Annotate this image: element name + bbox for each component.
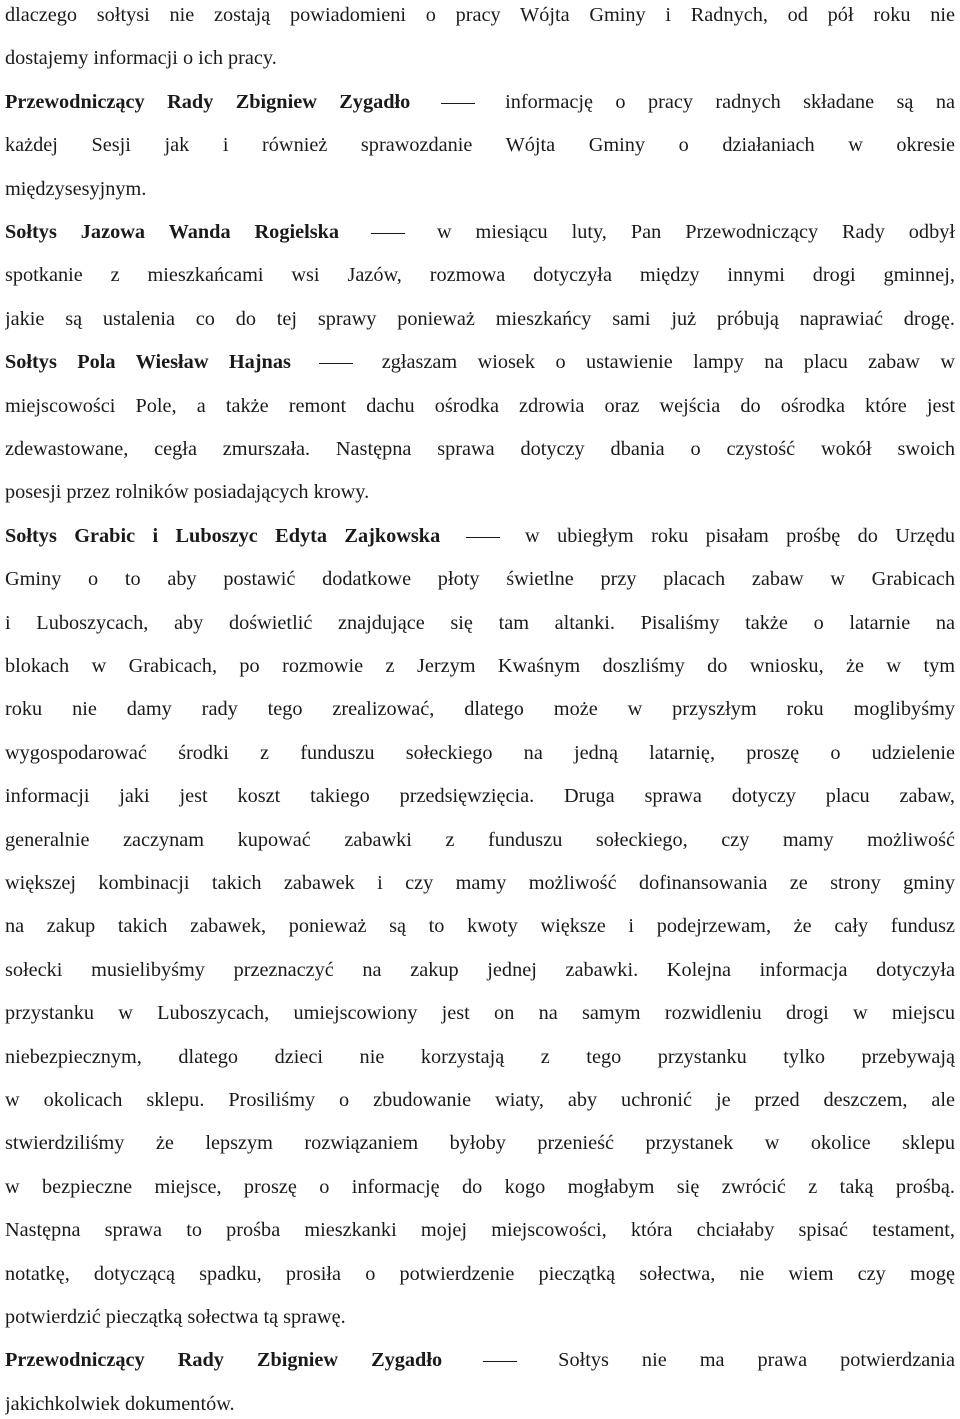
- text-line: [5, 477, 955, 507]
- line-text: Gminy o to aby postawić dodatkowe płoty świetlne przy placach zabaw w Grabicach: [5, 568, 955, 591]
- line-text: miejscowości Pole, a także remont dachu ośrodka zdrowia oraz wejścia do ośrodka które jest: [5, 394, 955, 417]
- text-line: [5, 955, 955, 985]
- text-line: [5, 694, 955, 724]
- text-line: [5, 174, 955, 204]
- line-text: w okolicach sklepu. Prosiliśmy o zbudowanie wiaty, aby uchronić je przed deszczem, ale: [5, 1089, 955, 1111]
- line-text: informację o pracy radnych składane są na: [505, 90, 955, 113]
- text-line: [5, 1389, 955, 1419]
- text-line: [5, 608, 955, 638]
- text-line: [5, 217, 955, 247]
- dash-separator: [466, 537, 500, 538]
- line-text: generalnie zaczynam kupować zabawki z funduszu sołeckiego, czy mamy możliwość: [5, 828, 955, 851]
- text-line: [5, 998, 955, 1028]
- text-line: [5, 651, 955, 681]
- line-text: Sołtys nie ma prawa potwierdzania: [558, 1349, 955, 1372]
- line-text: sołecki musielibyśmy przeznaczyć na zakup jednej zabawki. Kolejna informacja dotyczyła: [5, 958, 955, 981]
- line-text: każdej Sesji jak i również sprawozdanie Wójta Gminy o działaniach w okresie: [5, 134, 955, 157]
- speaker-name: Sołtys Jazowa Wanda Rogielska: [5, 221, 340, 243]
- dash-separator: [371, 233, 405, 234]
- line-text: jakie są ustalenia co do tej sprawy ponieważ mieszkańcy sami już próbują naprawiać drogę.: [5, 307, 955, 330]
- line-text: i Luboszycach, aby doświetlić znajdujące się tam altanki. Pisaliśmy także o latarnie na: [5, 611, 955, 634]
- line-text: spotkanie z mieszkańcami wsi Jazów, rozmowa dotyczyła między innymi drogi gminnej,: [5, 264, 955, 287]
- line-text: dostajemy informacji o ich pracy.: [5, 47, 277, 70]
- text-line: [5, 564, 955, 594]
- line-text: dlaczego sołtysi nie zostają powiadomieni o pracy Wójta Gminy i Radnych, od pół roku nie: [5, 4, 955, 26]
- text-line: [5, 1215, 955, 1245]
- line-text: na zakup takich zabawek, ponieważ są to kwoty większe i podejrzewam, że cały fundusz: [5, 915, 955, 938]
- text-line: [5, 911, 955, 941]
- line-text: notatkę, dotyczącą spadku, prosiła o potwierdzenie pieczątką sołectwa, nie wiem czy mogę: [5, 1262, 955, 1285]
- text-line: [5, 391, 955, 421]
- text-line: [5, 1302, 955, 1332]
- speaker-name: Przewodniczący Rady Zbigniew Zygadło: [5, 1349, 443, 1372]
- line-text: w ubiegłym roku pisałam prośbę do Urzędu: [525, 524, 955, 547]
- line-text: międzysesyjnym.: [5, 177, 147, 200]
- line-text: blokach w Grabicach, po rozmowie z Jerzym Kwaśnym doszliśmy do wniosku, że w tym: [5, 655, 955, 677]
- text-line: [5, 868, 955, 898]
- line-text: przystanku w Luboszycach, umiejscowiony jest on na samym rozwidleniu drogi w miejscu: [5, 1002, 955, 1025]
- line-text: Następna sprawa to prośba mieszkanki mojej miejscowości, która chciałaby spisać testament,: [5, 1219, 955, 1242]
- text-line: [5, 130, 955, 160]
- text-line: [5, 1042, 955, 1072]
- line-text: roku nie damy rady tego zrealizować, dlatego może w przyszłym roku moglibyśmy: [5, 698, 955, 721]
- text-line: [5, 43, 955, 73]
- text-line: [5, 521, 955, 551]
- text-line: [5, 1172, 955, 1202]
- line-text: większej kombinacji takich zabawek i czy mamy możliwość dofinansowania ze strony gminy: [5, 872, 955, 894]
- speaker-name: Przewodniczący Rady Zbigniew Zygadło: [5, 90, 411, 113]
- line-text: posesji przez rolników posiadających krowy.: [5, 481, 370, 504]
- text-line: [5, 0, 955, 30]
- text-line: [5, 738, 955, 768]
- text-line: [5, 1259, 955, 1289]
- text-line: [5, 260, 955, 290]
- text-line: [5, 1128, 955, 1158]
- dash-separator: [441, 103, 475, 104]
- text-line: [5, 781, 955, 811]
- speaker-name: Sołtys Grabic i Luboszyc Edyta Zajkowska: [5, 524, 441, 547]
- line-text: zgłaszam wiosek o ustawienie lampy na placu zabaw w: [381, 351, 955, 374]
- line-text: zdewastowane, cegła zmurszała. Następna sprawa dotyczy dbania o czystość wokół swoich: [5, 438, 955, 460]
- text-line: [5, 434, 955, 464]
- text-line: [5, 1345, 955, 1375]
- line-text: potwierdzić pieczątką sołectwa tą sprawę.: [5, 1306, 346, 1328]
- line-text: jakichkolwiek dokumentów.: [5, 1392, 235, 1415]
- line-text: w bezpieczne miejsce, proszę o informację do kogo mogłabym się zwrócić z taką prośbą.: [5, 1175, 955, 1198]
- line-text: w miesiącu luty, Pan Przewodniczący Rady odbył: [436, 221, 955, 243]
- text-line: [5, 347, 955, 377]
- speaker-name: Sołtys Pola Wiesław Hajnas: [5, 351, 291, 374]
- text-line: [5, 1085, 955, 1115]
- text-line: [5, 87, 955, 117]
- line-text: wygospodarować środki z funduszu sołeckiego na jedną latarnię, proszę o udzielenie: [5, 741, 955, 764]
- line-text: informacji jaki jest koszt takiego przedsięwzięcia. Druga sprawa dotyczy placu zabaw,: [5, 785, 955, 808]
- text-line: [5, 304, 955, 334]
- line-text: niebezpiecznym, dlatego dzieci nie korzystają z tego przystanku tylko przebywają: [5, 1045, 955, 1068]
- line-text: stwierdziliśmy że lepszym rozwiązaniem byłoby przenieść przystanek w okolice sklepu: [5, 1132, 955, 1155]
- dash-separator: [319, 363, 353, 364]
- dash-separator: [483, 1361, 517, 1362]
- text-line: [5, 825, 955, 855]
